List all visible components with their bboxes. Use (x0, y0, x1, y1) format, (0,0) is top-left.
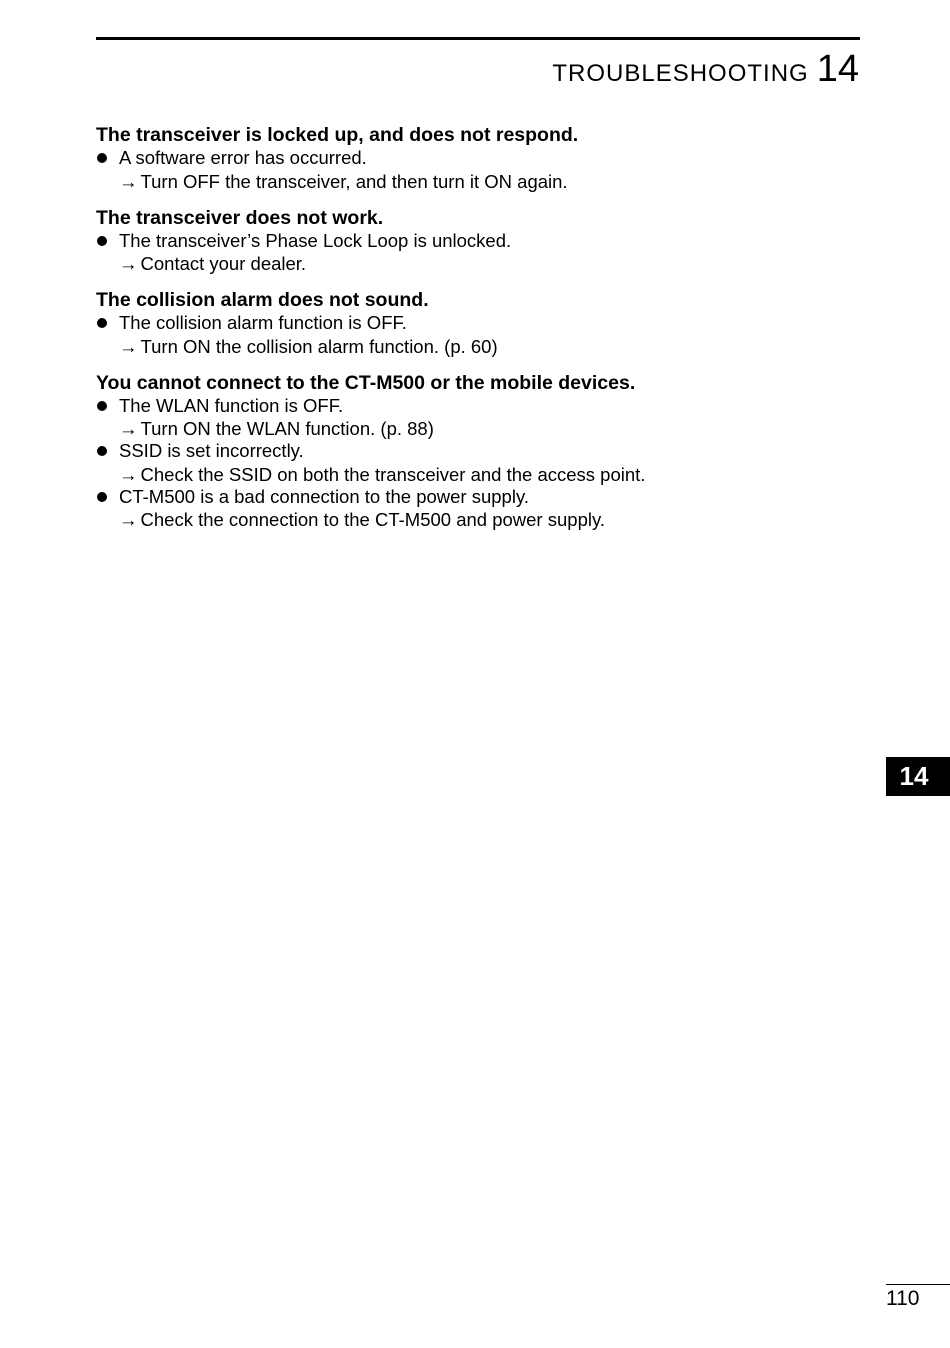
remedy-text: Turn ON the WLAN function. (p. 88) (140, 418, 434, 439)
chapter-number: 14 (816, 48, 859, 90)
page-header (552, 48, 859, 90)
bullet-icon (97, 318, 107, 328)
cause-item (96, 395, 856, 418)
remedy-item (96, 170, 856, 193)
bullet-icon (97, 153, 107, 163)
section-heading: The transceiver is locked up, and does not respond. (96, 124, 579, 146)
bullet-icon (97, 401, 107, 411)
remedy-item (96, 252, 856, 275)
cause-text: A software error has occurred. (119, 147, 367, 168)
section-heading: The transceiver does not work. (96, 206, 384, 229)
remedy-text: Check the SSID on both the transceiver and the access point. (140, 463, 646, 485)
remedy-item (96, 417, 856, 440)
remedy-text: Check the connection to the CT-M500 and power supply. (140, 509, 605, 530)
page-number: 110 (886, 1287, 920, 1310)
cause-text: CT-M500 is a bad connection to the power supply. (119, 485, 529, 507)
cause-item (96, 147, 856, 170)
remedy-text: Turn OFF the transceiver, and then turn it ON again. (140, 170, 568, 192)
remedy-item (96, 463, 856, 486)
arrow-right-icon: → (119, 253, 138, 274)
bullet-icon (97, 446, 107, 456)
arrow-right-icon: → (119, 509, 138, 530)
section-heading: You cannot connect to the CT-M500 or the mobile devices. (96, 371, 636, 394)
bullet-icon (97, 236, 107, 246)
section-does-not-work (96, 207, 856, 276)
section-locked-up (96, 124, 856, 193)
arrow-right-icon: → (119, 170, 138, 192)
arrow-right-icon: → (119, 418, 138, 439)
troubleshooting-content (96, 124, 856, 545)
cause-text: The collision alarm function is OFF. (119, 312, 407, 333)
header-rule (96, 37, 860, 40)
remedy-text: Turn ON the collision alarm function. (p. 60) (140, 335, 498, 357)
cause-item (96, 440, 856, 463)
arrow-right-icon: → (119, 335, 138, 357)
section-cannot-connect (96, 372, 856, 532)
remedy-item (96, 508, 856, 531)
cause-text: The WLAN function is OFF. (119, 394, 344, 416)
remedy-item (96, 335, 856, 358)
footer-rule (886, 1284, 950, 1285)
chapter-title: TROUBLESHOOTING (552, 60, 809, 87)
cause-item (96, 486, 856, 509)
arrow-right-icon: → (119, 463, 138, 485)
cause-text: The transceiver’s Phase Lock Loop is unlocked. (119, 229, 512, 251)
cause-item (96, 312, 856, 335)
cause-item (96, 230, 856, 253)
remedy-text: Contact your dealer. (140, 253, 307, 274)
chapter-tab: 14 (886, 757, 950, 796)
bullet-icon (97, 492, 107, 502)
section-heading: The collision alarm does not sound. (96, 289, 429, 311)
section-collision-alarm (96, 289, 856, 358)
cause-text: SSID is set incorrectly. (119, 440, 304, 461)
